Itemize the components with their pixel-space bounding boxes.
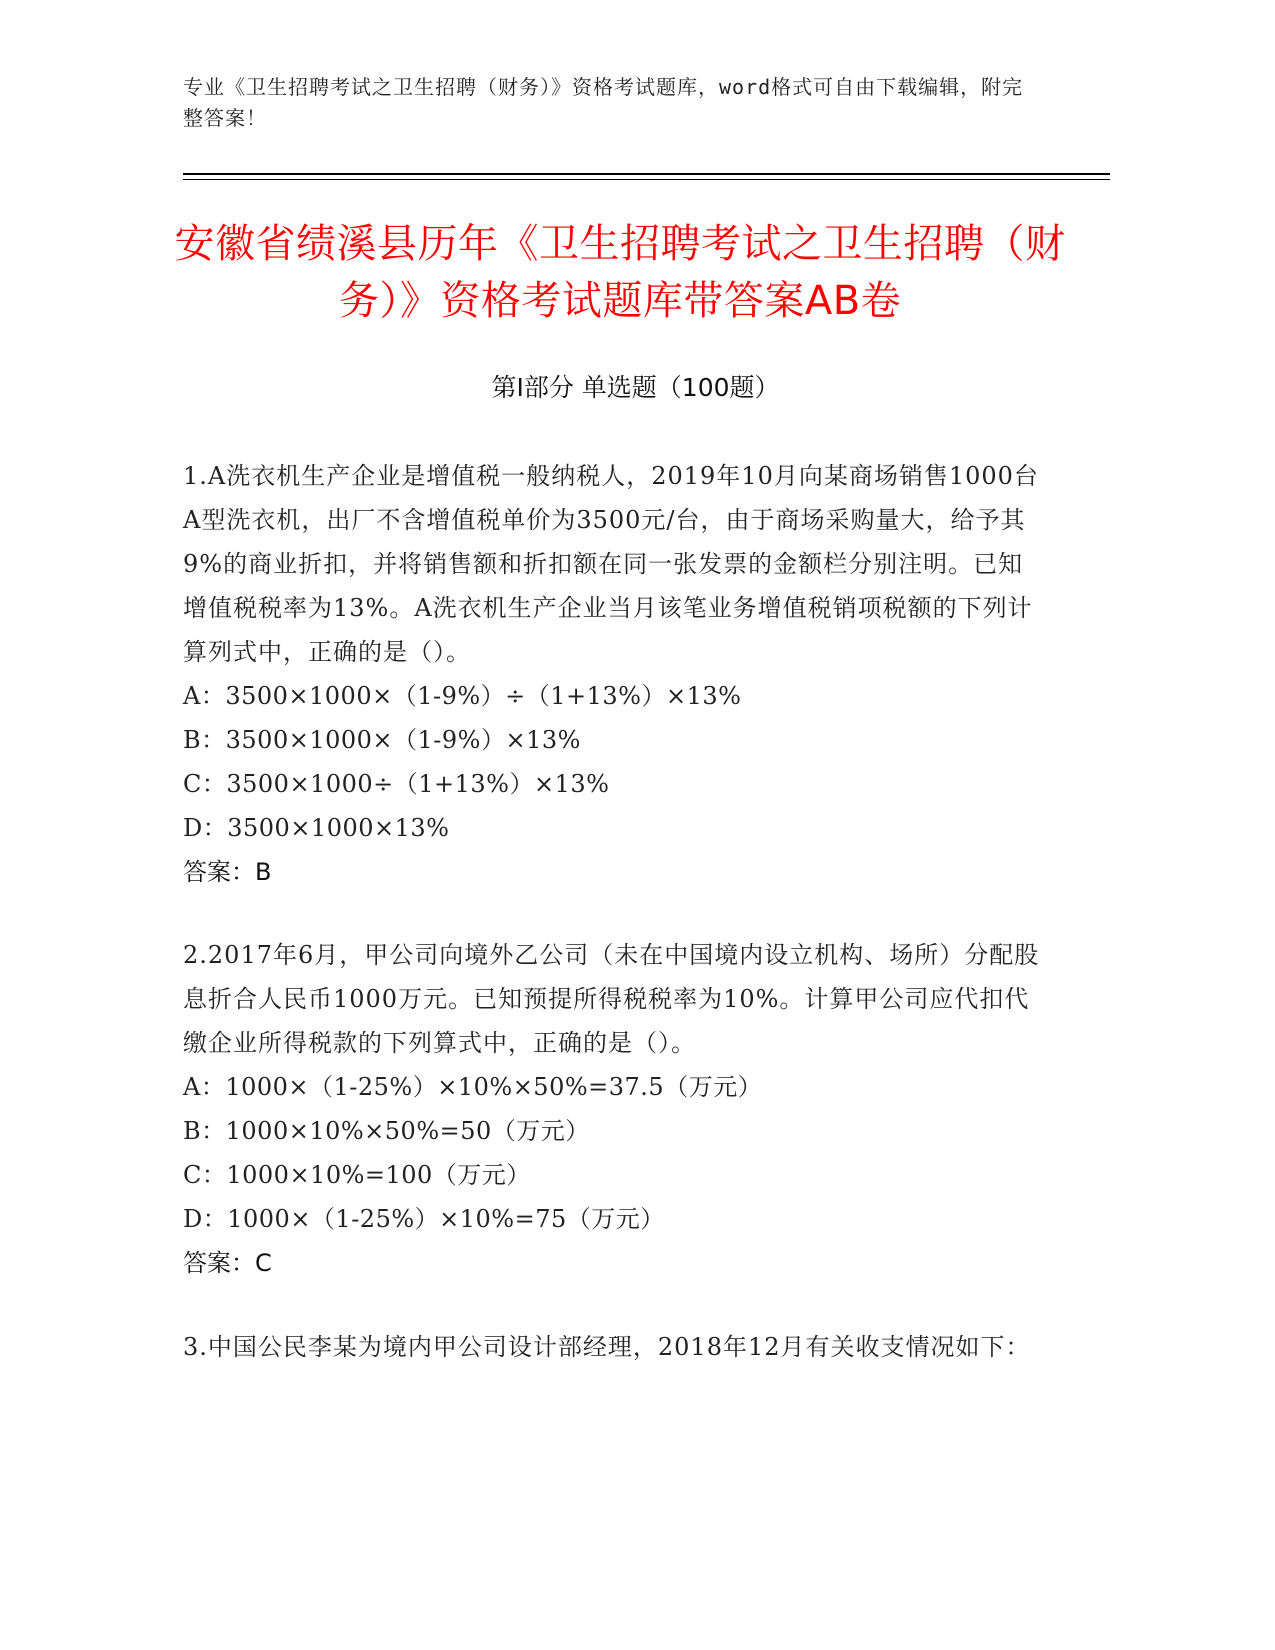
question-stem: 3.中国公民李某为境内甲公司设计部经理，2018年12月有关收支情况如下： (183, 1333, 1031, 1361)
question-3 (183, 1325, 1043, 1369)
answer: 答案：C (183, 1249, 272, 1277)
option-b: B：3500×1000×（1-9%）×13% (183, 726, 581, 754)
header-divider-thick (183, 173, 1110, 175)
header-note: 专业《卫生招聘考试之卫生招聘（财务）》资格考试题库，word格式可自由下载编辑，附完整答案！ (183, 75, 1024, 130)
question-2 (183, 933, 1043, 1285)
answer: 答案：B (183, 858, 272, 886)
question-1 (183, 454, 1043, 894)
question-stem: 2.2017年6月，甲公司向境外乙公司（未在中国境内设立机构、场所）分配股息折合人民币1000万元。已知预提所得税税率为10%。计算甲公司应代扣代缴企业所得税款的下列算式中，正确的是（）。 (183, 941, 1040, 1057)
option-d: D：1000×（1-25%）×10%=75（万元） (183, 1205, 665, 1233)
option-a: A：3500×1000×（1-9%）÷（1+13%）×13% (183, 682, 742, 710)
option-d: D：3500×1000×13% (183, 814, 450, 842)
option-a: A：1000×（1-25%）×10%×50%=37.5（万元） (183, 1073, 763, 1101)
section-title: 第Ⅰ部分 单选题（100题） (491, 373, 780, 402)
header-divider-thin (183, 179, 1110, 180)
question-stem: 1.A洗衣机生产企业是增值税一般纳税人，2019年10月向某商场销售1000台A型洗衣机，出厂不含增值税单价为3500元/台，由于商场采购量大，给予其9%的商业折扣，并将销售额和折扣额在同一张发票的金额栏分别注明。已知增值税税率为13%。A洗衣机生产企业当月该笔业务增值税销项税额的下列计算列式中，正确的是（）。 (183, 462, 1039, 666)
option-c: C：3500×1000÷（1+13%）×13% (183, 770, 610, 798)
document-title: 安徽省绩溪县历年《卫生招聘考试之卫生招聘（财务）》资格考试题库带答案AB卷 (174, 221, 1066, 324)
option-c: C：1000×10%=100（万元） (183, 1161, 531, 1189)
option-b: B：1000×10%×50%=50（万元） (183, 1117, 590, 1145)
